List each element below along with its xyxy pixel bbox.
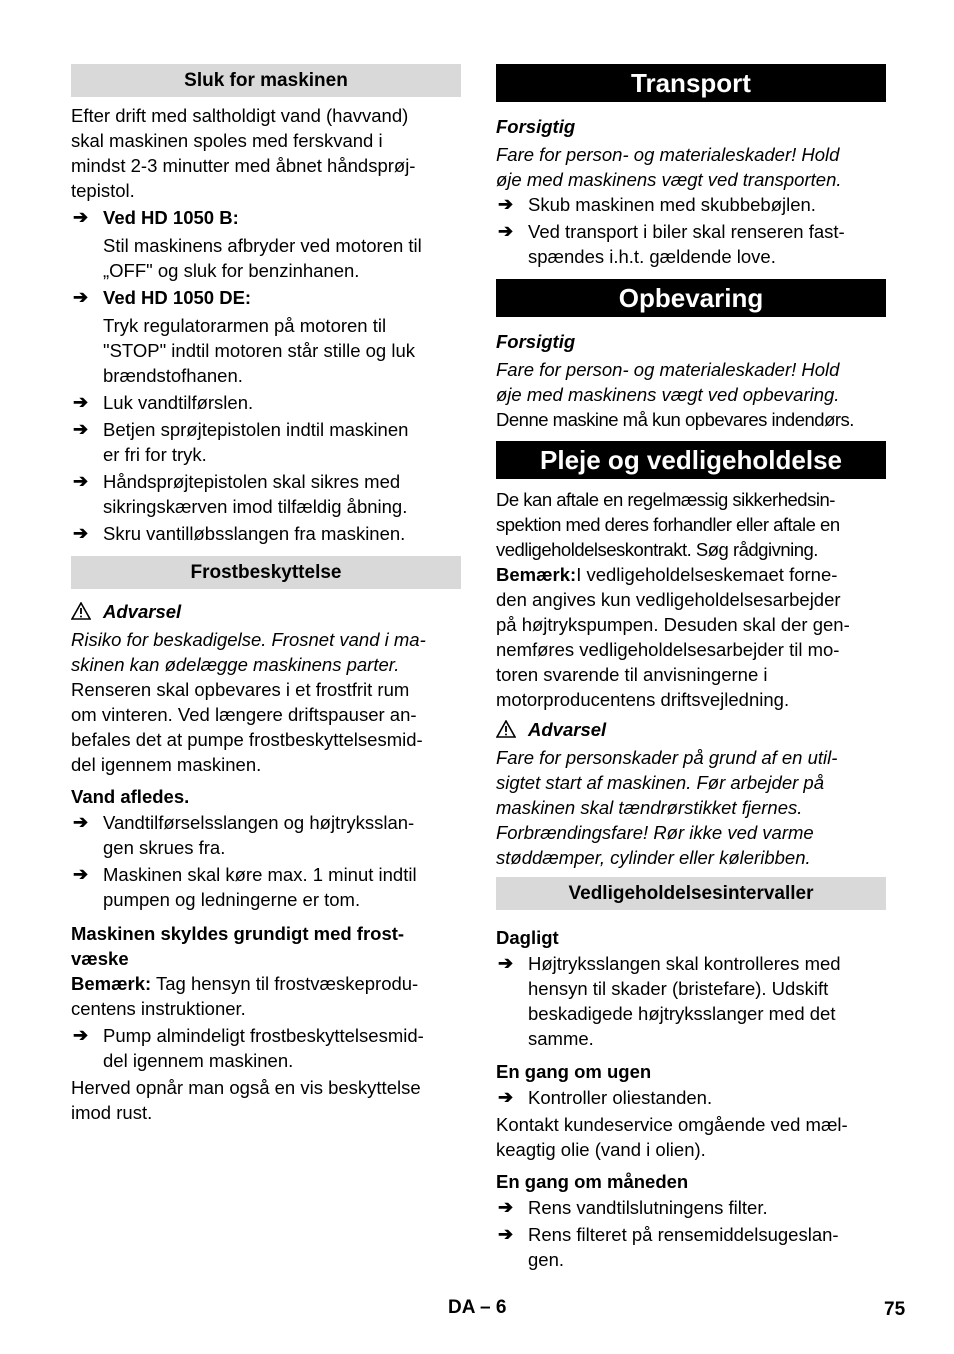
caution-text xyxy=(496,142,886,192)
text-line: spændes i.h.t. gældende love. xyxy=(528,246,776,267)
text-line: den angives kun vedligeholdelsesarbejder xyxy=(496,589,841,610)
text-line: støddæmper, cylinder eller køleribben. xyxy=(496,847,811,868)
text-line: imod rust. xyxy=(71,1102,153,1123)
arrow-right-icon: ➔ xyxy=(498,1087,514,1107)
text-line: Fare for person- og materialeskader! Hold xyxy=(496,359,840,380)
arrow-right-icon: ➔ xyxy=(73,419,89,439)
text-line: Luk vandtilførslen. xyxy=(103,392,254,413)
text-line: Håndsprøjtepistolen skal sikres med xyxy=(103,471,401,492)
text-line: pumpen og ledningerne er tom. xyxy=(103,889,361,910)
arrow-right-icon: ➔ xyxy=(73,1025,89,1045)
subheading-vand: Vand afledes. xyxy=(71,786,190,807)
list-item-hd-de xyxy=(71,285,461,388)
text-line: Herved opnår man også en vis beskyttelse xyxy=(71,1077,421,1098)
text-line: Risiko for beskadigelse. Frosnet vand i ma- xyxy=(71,629,426,650)
text-line: Stil maskinens afbryder ved motoren til xyxy=(103,235,422,256)
text-line: motorproducentens driftsvejledning. xyxy=(496,689,790,710)
warning-triangle-icon xyxy=(71,602,91,620)
text-line: sikringskærven imod tilfældig åbning. xyxy=(103,496,408,517)
text-line: brændstofhanen. xyxy=(103,365,243,386)
text-line: mindst 2-3 minutter med åbnet håndsprøj- xyxy=(71,155,416,176)
text-line: Skru vantilløbsslangen fra maskinen. xyxy=(103,523,406,544)
text-line: De kan aftale en regelmæssig sikkerhedsin- xyxy=(496,489,835,510)
list-item xyxy=(496,1222,886,1272)
text-line: Fare for personskader på grund af en util- xyxy=(496,747,838,768)
paragraph-rust xyxy=(71,1075,461,1125)
text-line: Rens filteret på rensemiddelsugeslan- xyxy=(528,1224,839,1245)
note-paragraph xyxy=(496,562,886,712)
arrow-right-icon: ➔ xyxy=(73,864,89,884)
warning-heading xyxy=(496,717,886,742)
section-heading-sluk: Sluk for maskinen xyxy=(71,64,461,97)
list-item xyxy=(71,417,461,467)
text-line: Pump almindeligt frostbeskyttelsesmid- xyxy=(103,1025,424,1046)
warning-label: Advarsel xyxy=(103,601,182,622)
text-line: Kontakt kundeservice omgående ved mæl- xyxy=(496,1114,848,1135)
text-line: "STOP" indtil motoren står stille og luk xyxy=(103,340,415,361)
list-item-hd-b xyxy=(71,205,461,283)
text-line: øje med maskinens vægt ved opbevaring. xyxy=(496,384,840,405)
text-line: gen skrues fra. xyxy=(103,837,226,858)
text-line: Maskinen skal køre max. 1 minut indtil xyxy=(103,864,417,885)
warning-triangle-icon xyxy=(496,720,516,738)
hd-de-label: Ved HD 1050 DE: xyxy=(103,287,252,308)
text-line: spektion med deres forhandler eller aftale en xyxy=(496,514,840,535)
list-item xyxy=(71,1023,461,1073)
list-item xyxy=(71,469,461,519)
arrow-right-icon: ➔ xyxy=(498,1197,514,1217)
text-line: Maskinen skyldes grundigt med frost- xyxy=(71,923,405,944)
text-line: Rens vandtilslutningens filter. xyxy=(528,1197,768,1218)
list-item xyxy=(496,192,886,217)
text-line: væske xyxy=(71,948,129,969)
text-line: befales det at pumpe frostbeskyttelsesmid- xyxy=(71,729,423,750)
arrow-right-icon: ➔ xyxy=(73,523,89,543)
left-column xyxy=(71,64,461,1125)
subheading-skyl xyxy=(71,921,461,971)
text-line: centens instruktioner. xyxy=(71,998,246,1019)
arrow-right-icon: ➔ xyxy=(73,207,89,227)
paragraph-pleje xyxy=(496,487,886,562)
arrow-right-icon: ➔ xyxy=(498,953,514,973)
note-text: I vedligeholdelseskemaet forne- xyxy=(576,564,838,585)
text-line: „OFF" og sluk for benzinhanen. xyxy=(103,260,360,281)
text-line: hensyn til skader (bristefare). Udskift xyxy=(528,978,829,999)
text-line: skal maskinen spoles med ferskvand i xyxy=(71,130,383,151)
text-line: vedligeholdelseskontrakt. Søg rådgivning. xyxy=(496,539,818,560)
text-line: keagtig olie (vand i olien). xyxy=(496,1139,706,1160)
subheading-dagligt: Dagligt xyxy=(496,927,559,948)
list-item xyxy=(71,810,461,860)
note-label: Bemærk: xyxy=(71,973,152,994)
text-line: på højtrykspumpen. Desuden skal der gen- xyxy=(496,614,850,635)
text-line: toren svarende til anvisningerne i xyxy=(496,664,768,685)
warning-heading xyxy=(71,599,461,624)
text-line: tepistol. xyxy=(71,180,135,201)
warning-text xyxy=(71,627,461,677)
text-line: Efter drift med saltholdigt vand (havvand) xyxy=(71,105,409,126)
text-line: maskinen skal tændrørstikket fjernes. xyxy=(496,797,803,818)
text-line: øje med maskinens vægt ved transporten. xyxy=(496,169,842,190)
paragraph-frost xyxy=(71,677,461,777)
list-item xyxy=(496,1085,886,1110)
list-item xyxy=(71,862,461,912)
text-line: Renseren skal opbevares i et frostfrit rum xyxy=(71,679,410,700)
arrow-right-icon: ➔ xyxy=(498,1224,514,1244)
text-line: sigtet start af maskinen. Før arbejder på xyxy=(496,772,824,793)
text-line: er fri for tryk. xyxy=(103,444,207,465)
section-heading-intervaller: Vedligeholdelsesintervaller xyxy=(496,877,886,910)
list-item xyxy=(496,219,886,269)
paragraph-sluk xyxy=(71,103,461,203)
section-heading-transport: Transport xyxy=(496,64,886,102)
section-heading-pleje: Pleje og vedligeholdelse xyxy=(496,441,886,479)
note-text: Tag hensyn til frostvæskeprodu- xyxy=(151,973,419,994)
section-heading-opbevaring: Opbevaring xyxy=(496,279,886,317)
warning-text xyxy=(496,745,886,870)
arrow-right-icon: ➔ xyxy=(73,392,89,412)
text-line: Skub maskinen med skubbebøjlen. xyxy=(528,194,816,215)
text-line: gen. xyxy=(528,1249,565,1270)
footer-section-label: DA – 6 xyxy=(448,1297,507,1318)
text-line: Vandtilførselsslangen og højtryksslan- xyxy=(103,812,415,833)
arrow-right-icon: ➔ xyxy=(498,221,514,241)
note-label: Bemærk: xyxy=(496,564,577,585)
text-line: del igennem maskinen. xyxy=(71,754,262,775)
right-column xyxy=(496,64,886,1272)
paragraph-opbevaring: Denne maskine må kun opbevares indendørs. xyxy=(496,409,854,430)
paragraph-kundeservice xyxy=(496,1112,886,1162)
subheading-uge: En gang om ugen xyxy=(496,1061,652,1082)
text-line: Højtryksslangen skal kontrolleres med xyxy=(528,953,841,974)
text-line: Betjen sprøjtepistolen indtil maskinen xyxy=(103,419,409,440)
text-line: skinen kan ødelægge maskinens parter. xyxy=(71,654,400,675)
list-item xyxy=(71,521,461,546)
caution-text xyxy=(496,357,886,407)
text-line: Tryk regulatorarmen på motoren til xyxy=(103,315,387,336)
arrow-right-icon: ➔ xyxy=(73,471,89,491)
list-item xyxy=(496,1195,886,1220)
text-line: om vinteren. Ved længere driftspauser an- xyxy=(71,704,417,725)
text-line: beskadigede højtryksslanger med det xyxy=(528,1003,836,1024)
section-heading-frost: Frostbeskyttelse xyxy=(71,556,461,589)
list-item xyxy=(71,390,461,415)
note-paragraph xyxy=(71,971,461,1021)
arrow-right-icon: ➔ xyxy=(498,194,514,214)
text-line: Ved transport i biler skal renseren fast- xyxy=(528,221,845,242)
warning-label: Advarsel xyxy=(528,719,607,740)
arrow-right-icon: ➔ xyxy=(73,287,89,307)
caution-label: Forsigtig xyxy=(496,116,576,137)
subheading-maaned: En gang om måneden xyxy=(496,1171,689,1192)
caution-label: Forsigtig xyxy=(496,331,576,352)
list-item xyxy=(496,951,886,1051)
text-line: Fare for person- og materialeskader! Hold xyxy=(496,144,840,165)
arrow-right-icon: ➔ xyxy=(73,812,89,832)
text-line: Forbrændingsfare! Rør ikke ved varme xyxy=(496,822,814,843)
text-line: del igennem maskinen. xyxy=(103,1050,294,1071)
page-number: 75 xyxy=(884,1299,906,1320)
text-line: Kontroller oliestanden. xyxy=(528,1087,713,1108)
text-line: samme. xyxy=(528,1028,594,1049)
text-line: nemføres vedligeholdelsesarbejder til mo- xyxy=(496,639,840,660)
hd-b-label: Ved HD 1050 B: xyxy=(103,207,239,228)
